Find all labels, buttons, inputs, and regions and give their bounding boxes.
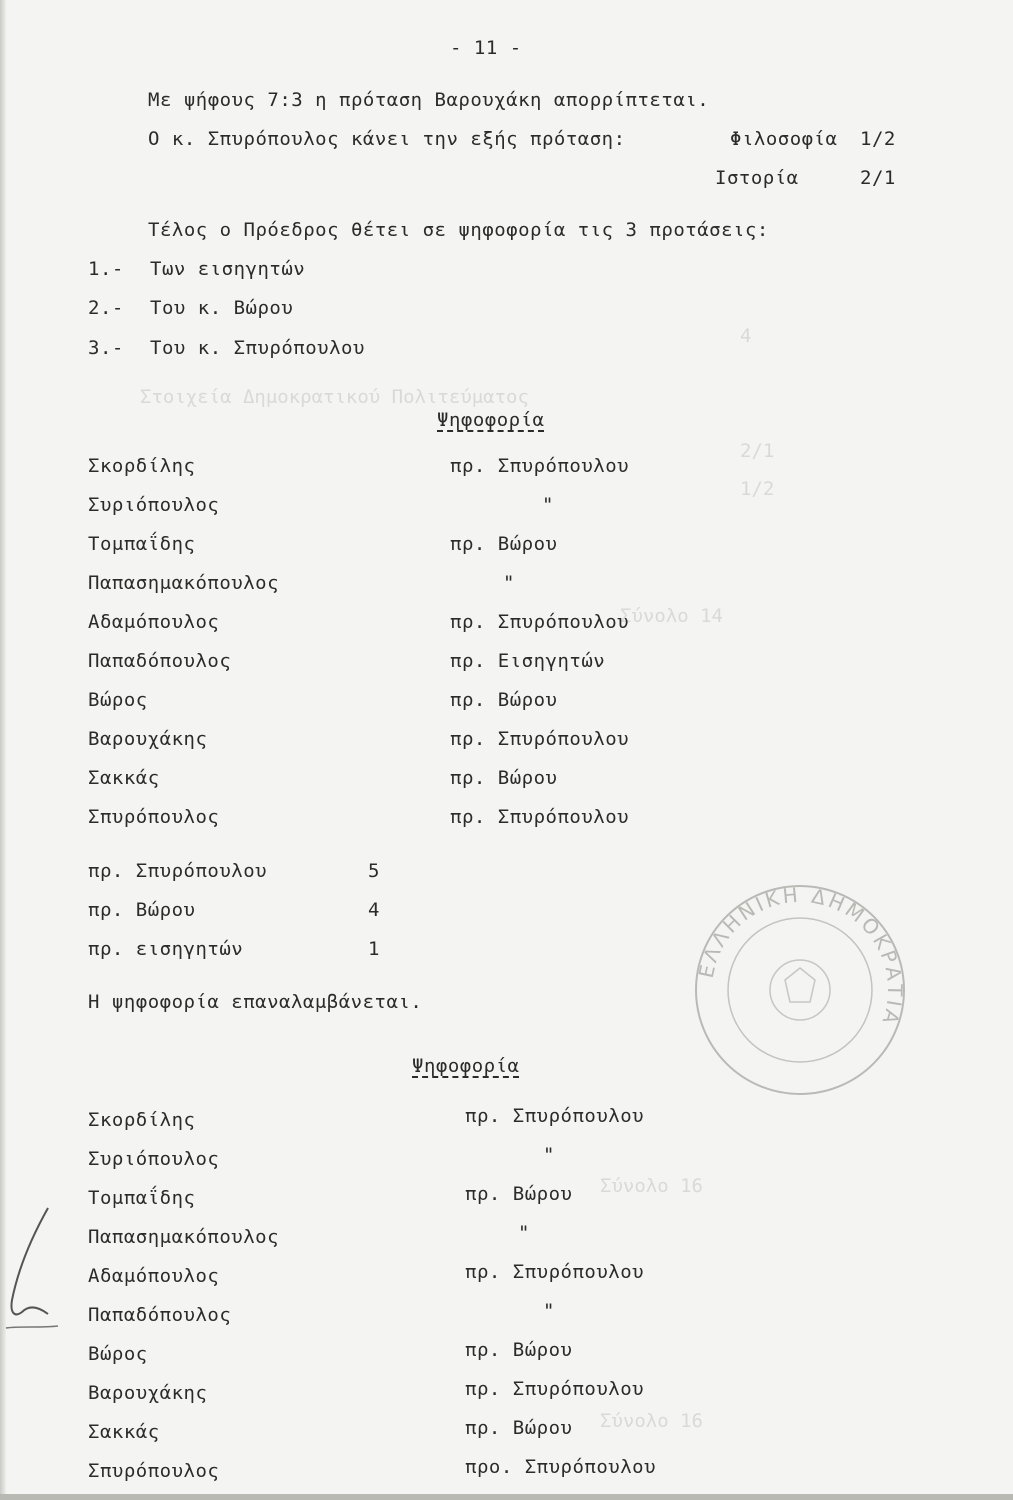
vote-choice: προ. Σπυρόπουλου: [465, 1456, 657, 1478]
option-number: 2.-: [88, 297, 124, 319]
vote-choice: πρ. Βώρου: [450, 689, 558, 711]
bleed-through-text: Στοιχεία Δημοκρατικού Πολιτεύματος: [140, 386, 529, 408]
vote-choice: πρ. Εισηγητών: [450, 650, 606, 672]
proposal-hours: 1/2: [860, 128, 896, 150]
vote-choice: πρ. Βώρου: [465, 1417, 573, 1439]
option-text: Του κ. Σπυρόπουλου: [150, 337, 365, 359]
vote-choice: πρ. Βώρου: [450, 767, 558, 789]
voter-name: Παπαδόπουλος: [88, 1304, 232, 1326]
voter-name: Βώρος: [88, 689, 148, 711]
voter-name: Σακκάς: [88, 767, 160, 789]
paragraph: Τέλος ο Πρόεδρος θέτει σε ψηφοφορία τις 3 προτάσεις:: [148, 219, 769, 241]
vote-choice: πρ. Σπυρόπουλου: [465, 1378, 645, 1400]
svg-text:ΕΛΛΗΝΙΚΗ ΔΗΜΟΚΡΑΤΙΑ: [694, 883, 907, 1030]
tally-count: 4: [368, 899, 380, 921]
bleed-through-text: Σύνολο 16: [600, 1175, 703, 1197]
vote-choice: πρ. Σπυρόπουλου: [450, 611, 630, 633]
voter-name: Παπασημακόπουλος: [88, 572, 280, 594]
bleed-through-text: 2/1: [740, 440, 775, 462]
voter-name: Τομπαΐδης: [88, 1187, 196, 1209]
tally-label: πρ. Βώρου: [88, 899, 196, 921]
vote-choice: ": [543, 1144, 555, 1166]
voter-name: Παπασημακόπουλος: [88, 1226, 280, 1248]
voter-name: Σκορδίλης: [88, 1109, 196, 1131]
bleed-through-text: Σύνολο 14: [620, 605, 723, 627]
voter-name: Συριόπουλος: [88, 1148, 220, 1170]
tally-count: 1: [368, 938, 380, 960]
vote-choice: πρ. Σπυρόπουλου: [450, 455, 630, 477]
voter-name: Σακκάς: [88, 1421, 160, 1443]
handwritten-mark: [0, 1200, 60, 1340]
voter-name: Βώρος: [88, 1343, 148, 1365]
option-number: 3.-: [88, 337, 124, 359]
page-bottom-edge: [0, 1494, 1013, 1500]
vote-choice: πρ. Σπυρόπουλου: [450, 728, 630, 750]
proposal-subject: Ιστορία: [715, 167, 799, 189]
vote-choice: ": [518, 1222, 530, 1244]
tally-count: 5: [368, 860, 380, 882]
voter-name: Αδαμόπουλος: [88, 1265, 220, 1287]
page-number: - 11 -: [450, 37, 522, 59]
paragraph: Η ψηφοφορία επαναλαμβάνεται.: [88, 991, 423, 1013]
tally-label: πρ. Σπυρόπουλου: [88, 860, 268, 882]
vote-choice: ": [542, 494, 554, 516]
proposal-hours: 2/1: [860, 167, 896, 189]
vote-choice: πρ. Σπυρόπουλου: [465, 1105, 645, 1127]
vote-choice: πρ. Σπυρόπουλου: [450, 806, 630, 828]
proposal-subject: Φιλοσοφία: [730, 128, 838, 150]
voter-name: Σπυρόπουλος: [88, 1460, 220, 1482]
option-text: Του κ. Βώρου: [150, 297, 294, 319]
voter-name: Παπαδόπουλος: [88, 650, 232, 672]
vote-choice: ": [503, 572, 515, 594]
vote-choice: πρ. Βώρου: [465, 1339, 573, 1361]
bleed-through-text: 1/2: [740, 478, 775, 500]
option-number: 1.-: [88, 258, 124, 280]
bleed-through-text: 4: [740, 325, 752, 347]
voter-name: Σκορδίλης: [88, 455, 196, 477]
paragraph: Με ψήφους 7:3 η πρόταση Βαρουχάκη απορρίπτεται.: [148, 89, 710, 111]
stamp-text: ΕΛΛΗΝΙΚΗ ΔΗΜΟΚΡΑΤΙΑ: [693, 882, 908, 1030]
official-stamp: [690, 880, 910, 1100]
vote-choice: ": [543, 1300, 555, 1322]
section-heading: Ψηφοφορία: [437, 409, 545, 431]
vote-choice: πρ. Βώρου: [465, 1183, 573, 1205]
vote-choice: πρ. Βώρου: [450, 533, 558, 555]
option-text: Των εισηγητών: [150, 258, 306, 280]
vote-choice: πρ. Σπυρόπουλου: [465, 1261, 645, 1283]
section-heading: Ψηφοφορία: [412, 1055, 520, 1077]
tally-label: πρ. εισηγητών: [88, 938, 244, 960]
voter-name: Βαρουχάκης: [88, 1382, 208, 1404]
voter-name: Αδαμόπουλος: [88, 611, 220, 633]
paragraph: Ο κ. Σπυρόπουλος κάνει την εξής πρόταση:: [148, 128, 626, 150]
voter-name: Σπυρόπουλος: [88, 806, 220, 828]
voter-name: Βαρουχάκης: [88, 728, 208, 750]
bleed-through-text: Σύνολο 16: [600, 1410, 703, 1432]
voter-name: Συριόπουλος: [88, 494, 220, 516]
voter-name: Τομπαΐδης: [88, 533, 196, 555]
